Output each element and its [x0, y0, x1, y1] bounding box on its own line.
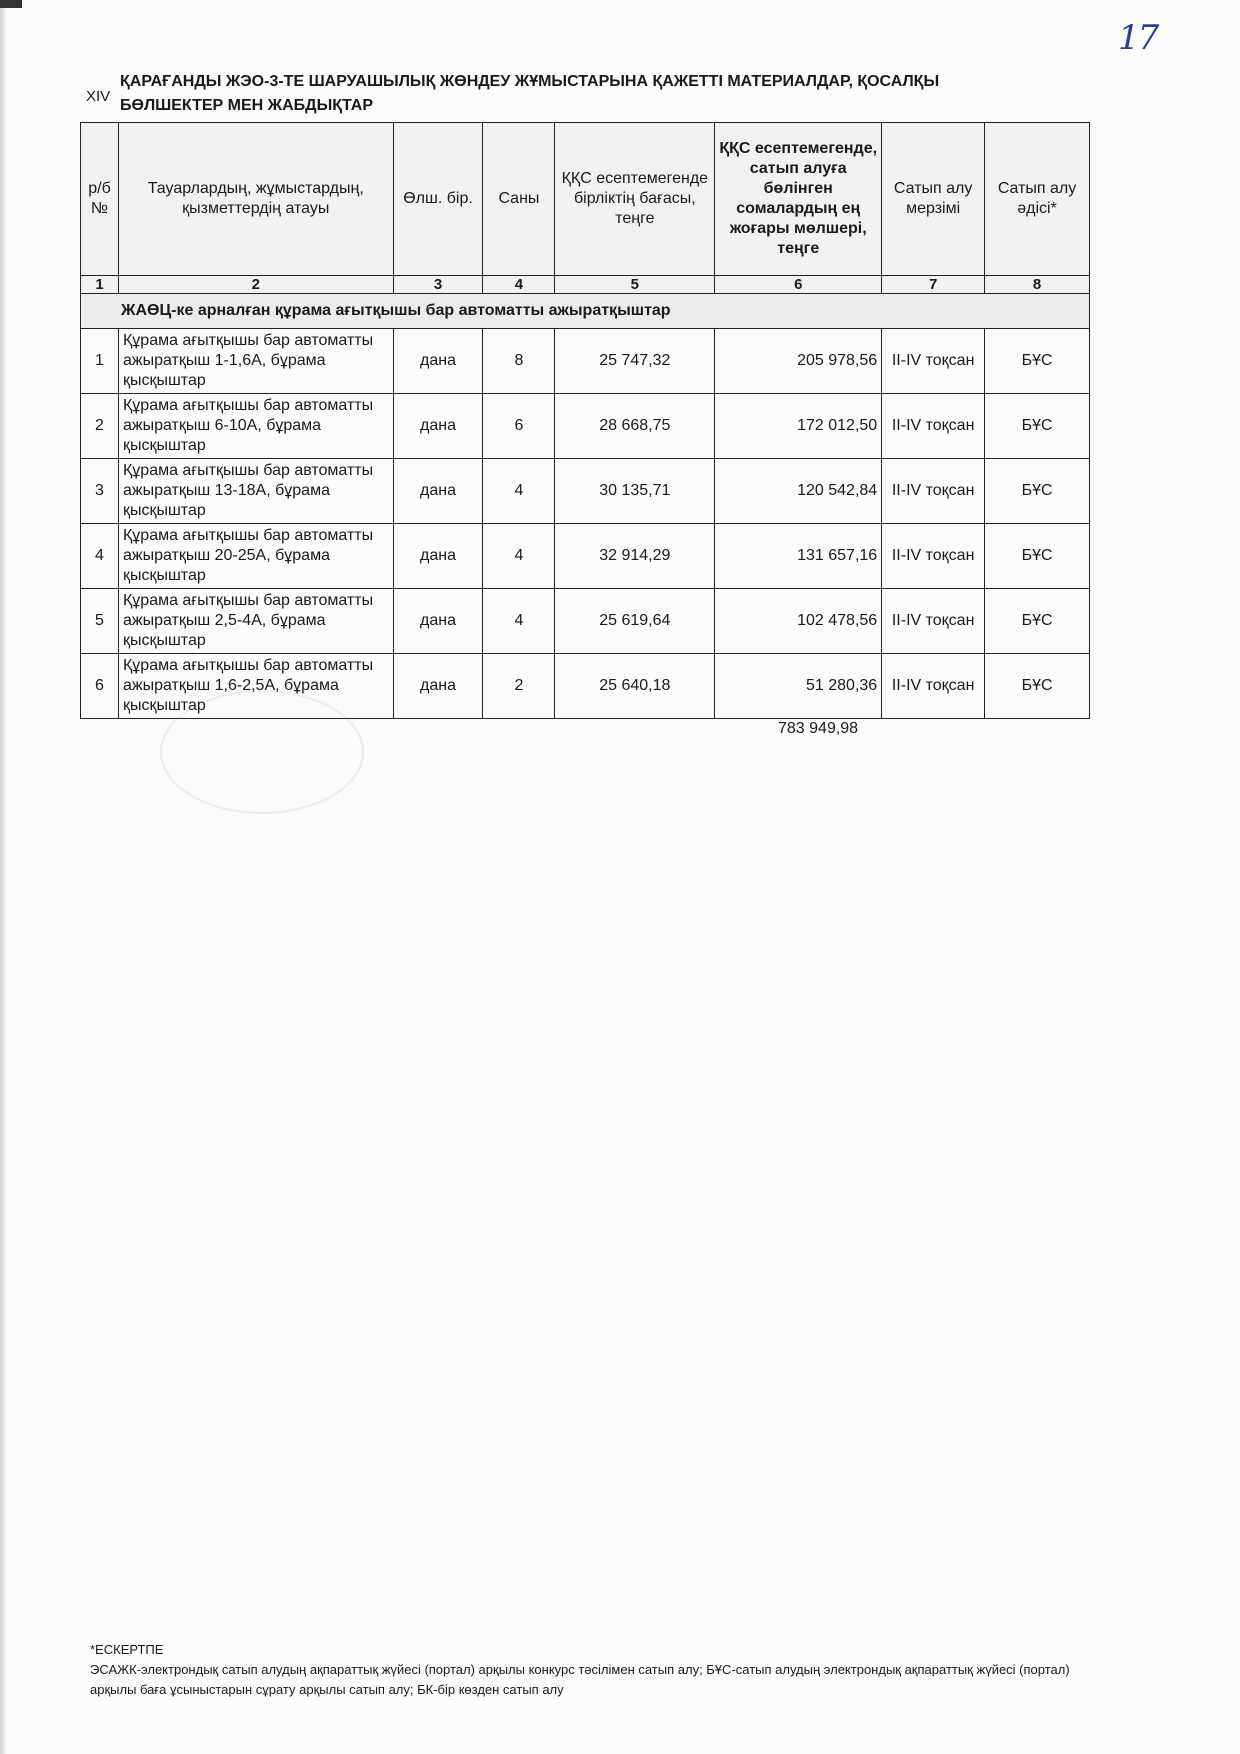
- table-row: [81, 524, 1090, 589]
- quantity: 8: [483, 329, 555, 394]
- table-header-row: [81, 123, 1090, 276]
- column-number: 8: [985, 276, 1090, 294]
- quantity: 2: [483, 654, 555, 719]
- table-total: 783 949,98: [778, 720, 859, 737]
- header-cell: Өлш. бір.: [393, 123, 483, 276]
- max-sum: 102 478,56: [715, 589, 882, 654]
- item-name: Құрама ағытқышы бар автоматты ажыратқыш 20-25А, бұрама қысқыштар: [118, 524, 393, 589]
- unit-price: 25 747,32: [555, 329, 715, 394]
- procurement-method: БҰС: [985, 329, 1090, 394]
- quantity: 4: [483, 589, 555, 654]
- unit: дана: [393, 329, 483, 394]
- group-row: [81, 294, 1090, 329]
- column-number: 7: [882, 276, 985, 294]
- procurement-method: БҰС: [985, 589, 1090, 654]
- procurement-term: II-IV тоқсан: [882, 524, 985, 589]
- row-number: 4: [81, 524, 119, 589]
- row-number: 6: [81, 654, 119, 719]
- faded-stamp: [160, 690, 364, 814]
- unit-price: 30 135,71: [555, 459, 715, 524]
- binding-edge: [0, 0, 6, 1754]
- procurement-term: II-IV тоқсан: [882, 394, 985, 459]
- unit-price: 25 619,64: [555, 589, 715, 654]
- quantity: 6: [483, 394, 555, 459]
- section-title: ҚАРАҒАНДЫ ЖЭО-3-ТЕ ШАРУАШЫЛЫҚ ЖӨНДЕУ ЖҰМЫСТАРЫНА ҚАЖЕТТІ МАТЕРИАЛДАР, ҚОСАЛҚЫ БӨЛШЕКТЕР МЕН ЖАБДЫҚТАР: [120, 73, 940, 114]
- procurement-method: БҰС: [985, 459, 1090, 524]
- handwritten-page-number: 17: [1118, 18, 1158, 58]
- column-number: 2: [118, 276, 393, 294]
- header-cell: р/б №: [81, 123, 119, 276]
- header-cell: ҚҚС есептемегенде бірліктің бағасы, теңге: [555, 123, 715, 276]
- max-sum: 205 978,56: [715, 329, 882, 394]
- column-number: 6: [715, 276, 882, 294]
- row-number: 1: [81, 329, 119, 394]
- unit: дана: [393, 459, 483, 524]
- column-number: 3: [393, 276, 483, 294]
- section-number: XIV: [86, 88, 111, 105]
- row-number: 5: [81, 589, 119, 654]
- quantity: 4: [483, 524, 555, 589]
- unit-price: 25 640,18: [555, 654, 715, 719]
- footnote-text: ЭСАЖК-электрондық сатып алудың ақпараттық жүйесі (портал) арқылы конкурс тәсілімен сатып алу; БҰС-сатып алудың электрондық ақпараттық жүйесі (портал) арқылы баға ұсыныстарын сұрату арқылы сатып алу; БК-бір көзден сатып алу: [90, 1662, 1070, 1697]
- item-name: Құрама ағытқышы бар автоматты ажыратқыш 1,6-2,5А, бұрама қысқыштар: [118, 654, 393, 719]
- item-name: Құрама ағытқышы бар автоматты ажыратқыш 13-18А, бұрама қысқыштар: [118, 459, 393, 524]
- row-number: 2: [81, 394, 119, 459]
- procurement-term: II-IV тоқсан: [882, 654, 985, 719]
- procurement-term: II-IV тоқсан: [882, 589, 985, 654]
- header-cell: Тауарлардың, жұмыстардың, қызметтердің атауы: [118, 123, 393, 276]
- table-row: [81, 329, 1090, 394]
- header-cell: ҚҚС есептемегенде, сатып алуға бөлінген сомалардың ең жоғары мөлшері, теңге: [715, 123, 882, 276]
- item-name: Құрама ағытқышы бар автоматты ажыратқыш 2,5-4А, бұрама қысқыштар: [118, 589, 393, 654]
- table-row: [81, 459, 1090, 524]
- header-cell: Саны: [483, 123, 555, 276]
- row-number: 3: [81, 459, 119, 524]
- max-sum: 120 542,84: [715, 459, 882, 524]
- column-number: 4: [483, 276, 555, 294]
- item-name: Құрама ағытқышы бар автоматты ажыратқыш 1-1,6А, бұрама қысқыштар: [118, 329, 393, 394]
- unit: дана: [393, 589, 483, 654]
- footnote-label: *ЕСКЕРТПЕ: [90, 1642, 164, 1657]
- footnote: [90, 1640, 1110, 1700]
- procurement-table: [80, 122, 1090, 719]
- max-sum: 131 657,16: [715, 524, 882, 589]
- group-title: ЖАӨЦ-ке арналған құрама ағытқышы бар автоматты ажыратқыштар: [81, 294, 1090, 329]
- unit-price: 32 914,29: [555, 524, 715, 589]
- max-sum: 172 012,50: [715, 394, 882, 459]
- procurement-method: БҰС: [985, 524, 1090, 589]
- quantity: 4: [483, 459, 555, 524]
- procurement-term: II-IV тоқсан: [882, 459, 985, 524]
- procurement-term: II-IV тоқсан: [882, 329, 985, 394]
- header-cell: Сатып алу мерзімі: [882, 123, 985, 276]
- procurement-method: БҰС: [985, 394, 1090, 459]
- binding-mark: [0, 0, 22, 8]
- item-name: Құрама ағытқышы бар автоматты ажыратқыш 6-10А, бұрама қысқыштар: [118, 394, 393, 459]
- unit: дана: [393, 654, 483, 719]
- column-number-row: [81, 276, 1090, 294]
- table-row: [81, 394, 1090, 459]
- procurement-method: БҰС: [985, 654, 1090, 719]
- table-row: [81, 589, 1090, 654]
- unit-price: 28 668,75: [555, 394, 715, 459]
- column-number: 5: [555, 276, 715, 294]
- column-number: 1: [81, 276, 119, 294]
- max-sum: 51 280,36: [715, 654, 882, 719]
- header-cell: Сатып алу әдісі*: [985, 123, 1090, 276]
- unit: дана: [393, 394, 483, 459]
- unit: дана: [393, 524, 483, 589]
